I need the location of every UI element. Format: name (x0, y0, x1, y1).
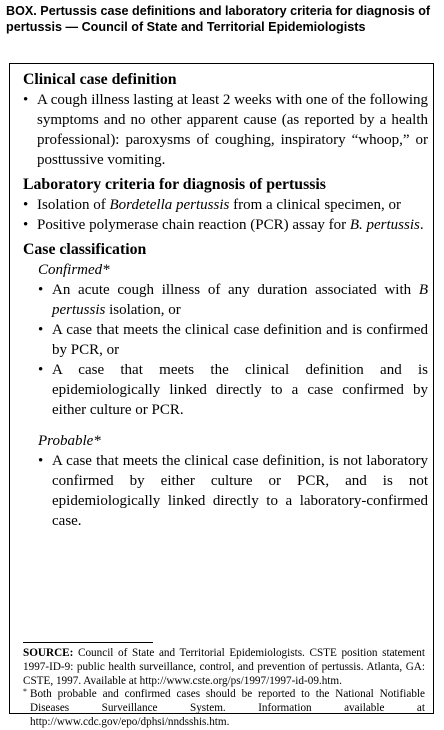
footnote-mark: * (23, 687, 27, 697)
probable-item: • A case that meets the clinical case definition, is not laboratory confirmed by either culture or PCR, and is not epidemiologically linked directly to a laboratory-confirmed case. (38, 451, 428, 531)
source-note (23, 647, 425, 688)
organism-name: Bordetella pertussis (109, 197, 230, 213)
classification-heading: Case classification (23, 241, 147, 258)
laboratory-heading: Laboratory criteria for diagnosis of pertussis (23, 176, 326, 193)
laboratory-list (23, 195, 428, 235)
footnote-text: Both probable and confirmed cases should be reported to the National Notifiable Diseases Surveillance System. Information available at http://www.cdc.gov/epo/dphsi/nndsshis.htm. (30, 688, 425, 728)
box-content (23, 70, 428, 531)
clinical-heading: Clinical case definition (23, 71, 177, 88)
clinical-list (23, 90, 428, 170)
box-title: BOX. Pertussis case definitions and laboratory criteria for diagnosis of pertussis — Council of State and Territorial Epidemiologists (6, 4, 431, 34)
laboratory-item-isolation: • Isolation of Bordetella pertussis from a clinical specimen, or (23, 195, 428, 215)
organism-name: B. pertussis (349, 217, 420, 233)
footnotes (23, 647, 425, 730)
asterisk-footnote (23, 688, 425, 729)
confirmed-list (23, 280, 428, 420)
footnote-divider (23, 642, 153, 643)
confirmed-label: Confirmed* (38, 262, 110, 278)
source-label: SOURCE: (23, 647, 74, 659)
confirmed-item-pcr: • A case that meets the clinical case definition and is confirmed by PCR, or (38, 320, 428, 360)
probable-label: Probable* (38, 433, 101, 449)
probable-list (23, 451, 428, 531)
confirmed-item-isolation: • An acute cough illness of any duration associated with B pertussis isolation, or (38, 280, 428, 320)
definition-box (9, 63, 434, 728)
source-text: Council of State and Territorial Epidemiologists. CSTE position statement 1997-ID-9: public health surveillance, control, and prevention of pertussis. Atlanta, GA: CSTE, 1997. Available at http://www.cste.org/ps/1997/1997-id-09.htm. (23, 647, 425, 687)
laboratory-item-pcr: • Positive polymerase chain reaction (PCR) assay for B. pertussis. (23, 215, 428, 235)
confirmed-item-epi-link: • A case that meets the clinical definition and is epidemiologically linked directly to a case confirmed by either culture or PCR. (38, 360, 428, 420)
clinical-item: • A cough illness lasting at least 2 weeks with one of the following symptoms and no other apparent cause (as reported by a health professional): paroxysms of coughing, inspiratory “whoop,” or posttussive vomiting. (23, 90, 428, 170)
organism-name: B pertussis (52, 282, 428, 318)
